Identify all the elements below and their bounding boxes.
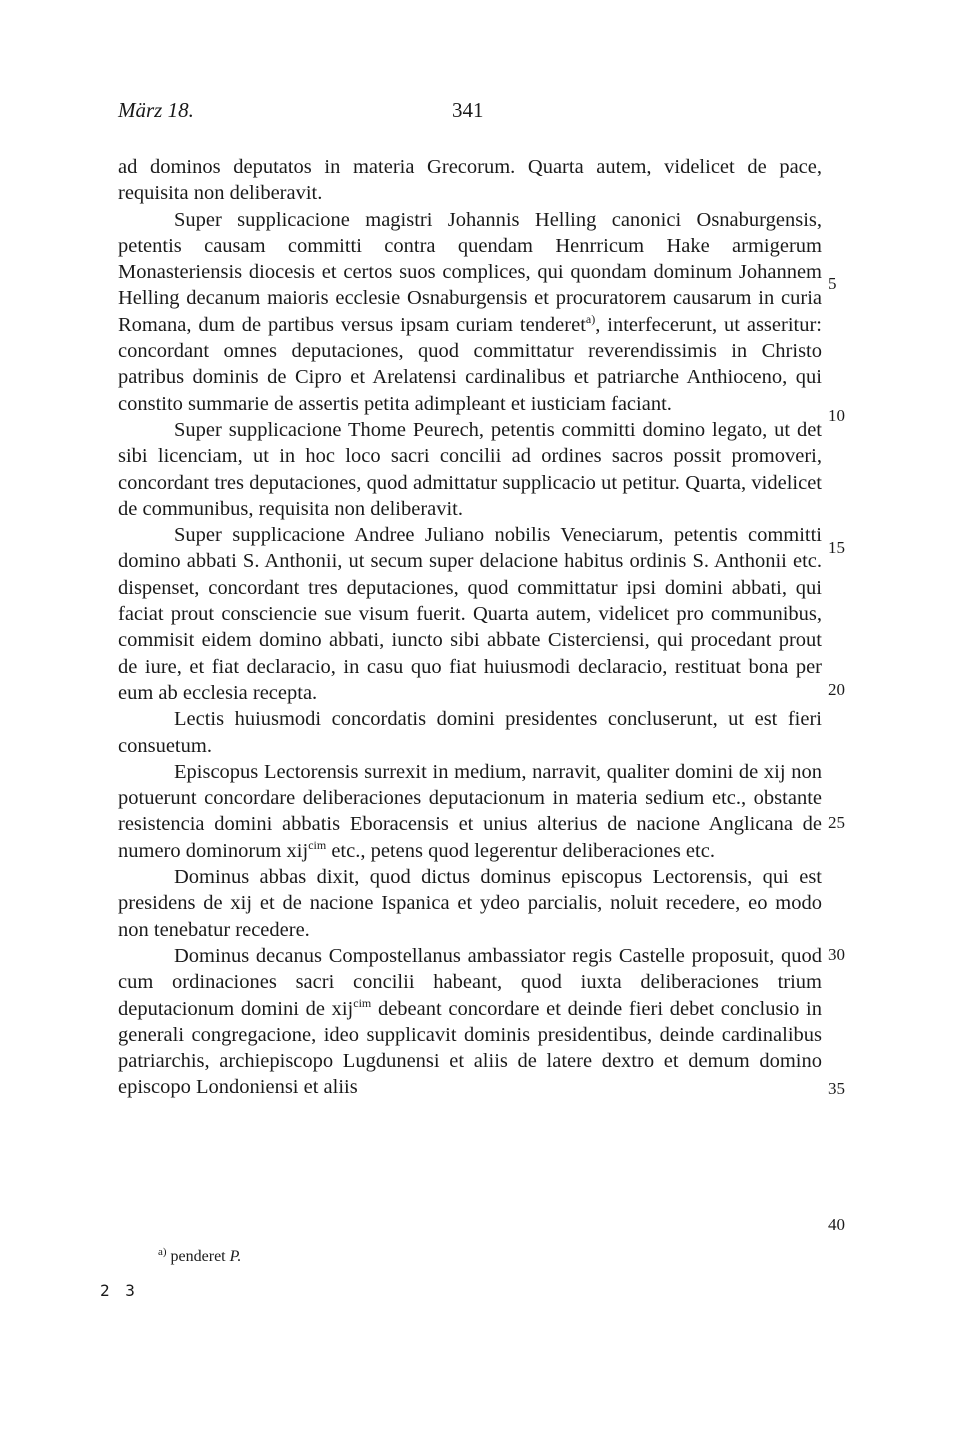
line-number: 15	[828, 538, 845, 557]
page-number: 341	[452, 98, 484, 122]
footnote-reference: a)	[585, 311, 596, 326]
line-number: 35	[828, 1079, 845, 1098]
footnote-marker: a)	[158, 1246, 167, 1258]
paragraph-8-superscript: cim	[353, 995, 372, 1010]
line-number: 20	[828, 680, 845, 699]
line-number: 30	[828, 945, 845, 964]
paragraph-8	[118, 943, 822, 1101]
line-number: 5	[828, 274, 837, 293]
footnote-text: penderet	[170, 1248, 226, 1265]
paragraph-8-continuation: debeant concordare et deinde fieri debet conclusio in generali congregacione, ideo supplicavit dominis presidentibus, deinde cardinalibus patriarchis, archiepiscopo Lugdunensi et aliis de latere dextro et demum domino episcopo Londoniensi et aliis	[118, 997, 822, 1099]
paragraph-6-text: Episcopus Lectorensis surrexit in medium, narravit, qualiter domini de xij non potuerunt concordare deliberaciones deputacionum in materia sedium etc., obstante resistencia domini abbatis Eboracensis et unius alterius de nacione Anglicana de numero dominorum xij	[118, 760, 822, 862]
footnote-source: P.	[229, 1248, 242, 1265]
line-number: 40	[828, 1215, 845, 1234]
line-number: 25	[828, 813, 845, 832]
paragraph-6	[118, 759, 822, 864]
paragraph-6-superscript: cim	[308, 837, 327, 852]
paragraph-4: Super supplicacione Andree Juliano nobilis Veneciarum, petentis committi domino abbati S. Anthonii, ut secum super delacione habitus ordinis S. Anthonii etc. dispenset, concordant tres deputaciones, quod committatur ipsi domini abbati, qui faciat prout consciencie sue visum fuerit. Quarta autem, videlicet pro communibus, commisit eidem domino abbati, iuncto sibi abbate Cisterciensi, qui procedant prout de iure, et fiat declaracio, in casu quo fiat huiusmodi declaracio, restituat bona per eum ab ecclesia recepta.	[118, 524, 822, 704]
paragraph-2	[118, 207, 822, 417]
body-text	[118, 154, 822, 1101]
paragraph-6-continuation: etc., petens quod legerentur deliberaciones etc.	[326, 839, 715, 862]
printer-signature: 2 3	[100, 1281, 138, 1300]
paragraph-3: Super supplicacione Thome Peurech, petentis committi domino legato, ut det sibi licenciam, ut in hoc loco sacri concilii ad ordines sacros possit promoveri, concordant tres deputaciones, quod admittatur supplicacio ut petitur. Quarta, videlicet de communibus, requisita non deliberavit.	[118, 418, 822, 520]
line-number: 10	[828, 406, 845, 425]
paragraph-8-text: Dominus decanus Compostellanus ambassiator regis Castelle proposuit, quod cum ordinaciones sacri concilii habeant, quod iuxta deliberaciones trium deputacionum domini de xij	[118, 944, 822, 1020]
paragraph-1: ad dominos deputatos in materia Grecorum. Quarta autem, videlicet de pace, requisita non deliberavit.	[118, 156, 822, 205]
paragraph-7: Dominus abbas dixit, quod dictus dominus episcopus Lectorensis, qui est presidens de xij et de nacione Ispanica et ydeo parcialis, noluit recedere, eo modo non tenebatur recedere.	[118, 866, 822, 941]
running-head	[118, 98, 818, 128]
paragraph-2-text: Super supplicacione magistri Johannis Helling canonici Osnaburgensis, petentis causam committi contra quendam Henrricum Hake armigerum Monasteriensis diocesis et certos suos complices, qui quondam dominum Johannem Helling decanum maioris ecclesie Osnaburgensis et procuratorem causarum in curia Romana, dum de partibus versus ipsam curiam tenderet	[118, 208, 822, 336]
running-head-date: März 18.	[118, 98, 194, 122]
paragraph-5: Lectis huiusmodi concordatis domini presidentes concluserunt, ut est fieri consuetum.	[118, 708, 822, 757]
paragraph-2-continuation: , interfecerunt, ut asseritur: concordant omnes deputaciones, quod committatur reverendissimis in Christo patribus dominis de Cipro et Arelatensi cardinalibus et patriarche Anthioceno, qui constito summarie de assertis petita adimpleant et iusticiam faciant.	[118, 313, 822, 415]
footnote	[158, 1246, 241, 1266]
